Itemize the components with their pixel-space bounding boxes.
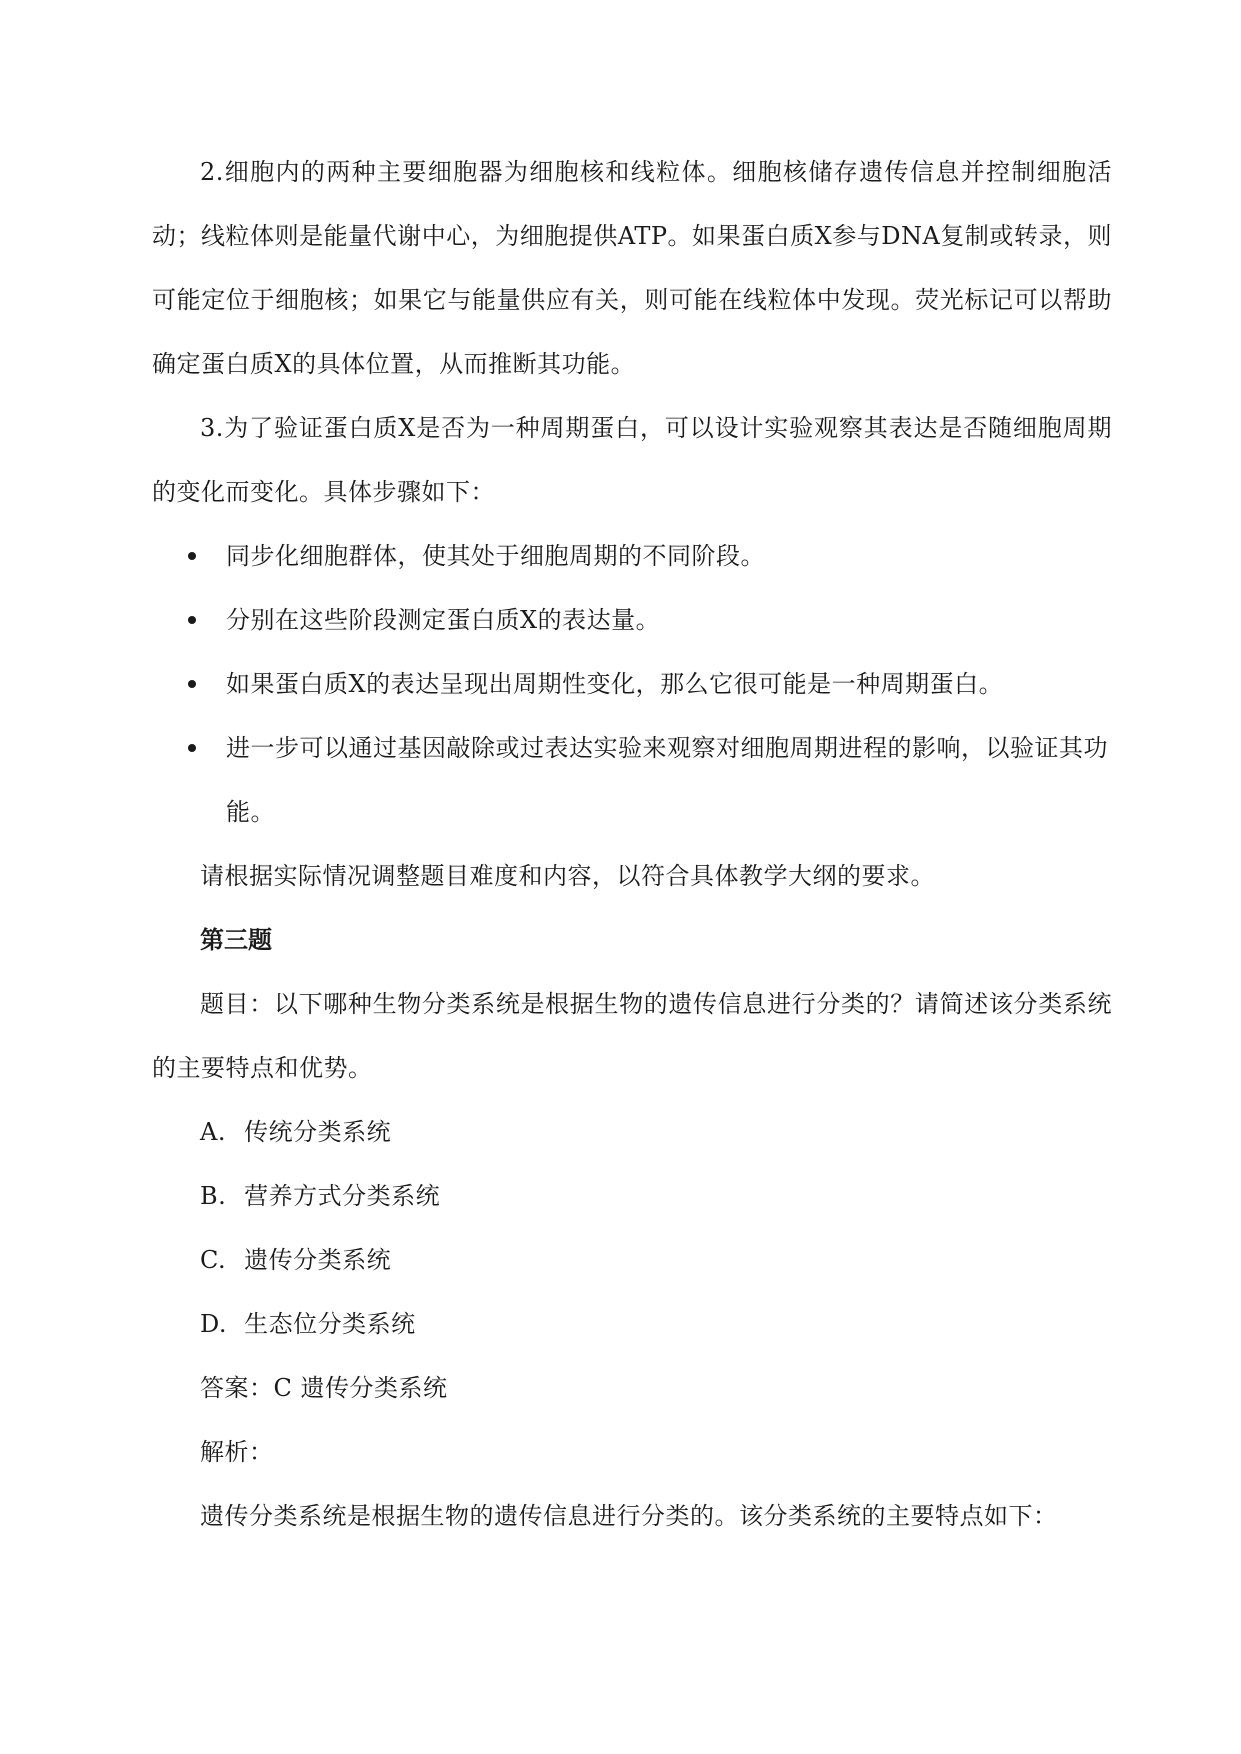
paragraph-note: 请根据实际情况调整题目难度和内容，以符合具体教学大纲的要求。 [200,862,935,890]
list-item: 分别在这些阶段测定蛋白质X的表达量。 [152,588,1112,652]
list-item: 进一步可以通过基因敲除或过表达实验来观察对细胞周期进程的影响，以验证其功能。 [152,716,1112,844]
document-body [152,140,1112,1548]
bullet-icon [188,744,196,752]
bullet-icon [188,552,196,560]
section-heading: 第三题 [200,926,272,954]
paragraph-organelles: 2.细胞内的两种主要细胞器为细胞核和线粒体。细胞核储存遗传信息并控制细胞活动；线粒体则是能量代谢中心，为细胞提供ATP。如果蛋白质X参与DNA复制或转录，则可能定位于细胞核；如果它与能量供应有关，则可能在线粒体中发现。荧光标记可以帮助确定蛋白质X的具体位置，从而推断其功能。 [152,158,1112,378]
bullet-icon [188,616,196,624]
analysis-text: 遗传分类系统是根据生物的遗传信息进行分类的。该分类系统的主要特点如下： [200,1502,1058,1530]
option-b: B. 营养方式分类系统 [200,1182,441,1210]
experiment-steps-list [152,524,1112,844]
paragraph-cyclin-experiment: 3.为了验证蛋白质X是否为一种周期蛋白，可以设计实验观察其表达是否随细胞周期的变化而变化。具体步骤如下： [152,414,1112,506]
bullet-icon [188,680,196,688]
analysis-label: 解析： [200,1438,274,1466]
option-a: A. 传统分类系统 [200,1118,392,1146]
option-d: D. 生态位分类系统 [200,1310,416,1338]
list-item: 如果蛋白质X的表达呈现出周期性变化，那么它很可能是一种周期蛋白。 [152,652,1112,716]
answer-text: 答案：C 遗传分类系统 [200,1374,448,1402]
list-item: 同步化细胞群体，使其处于细胞周期的不同阶段。 [152,524,1112,588]
question-text: 题目：以下哪种生物分类系统是根据生物的遗传信息进行分类的？请简述该分类系统的主要特点和优势。 [152,990,1112,1082]
option-c: C. 遗传分类系统 [200,1246,392,1274]
